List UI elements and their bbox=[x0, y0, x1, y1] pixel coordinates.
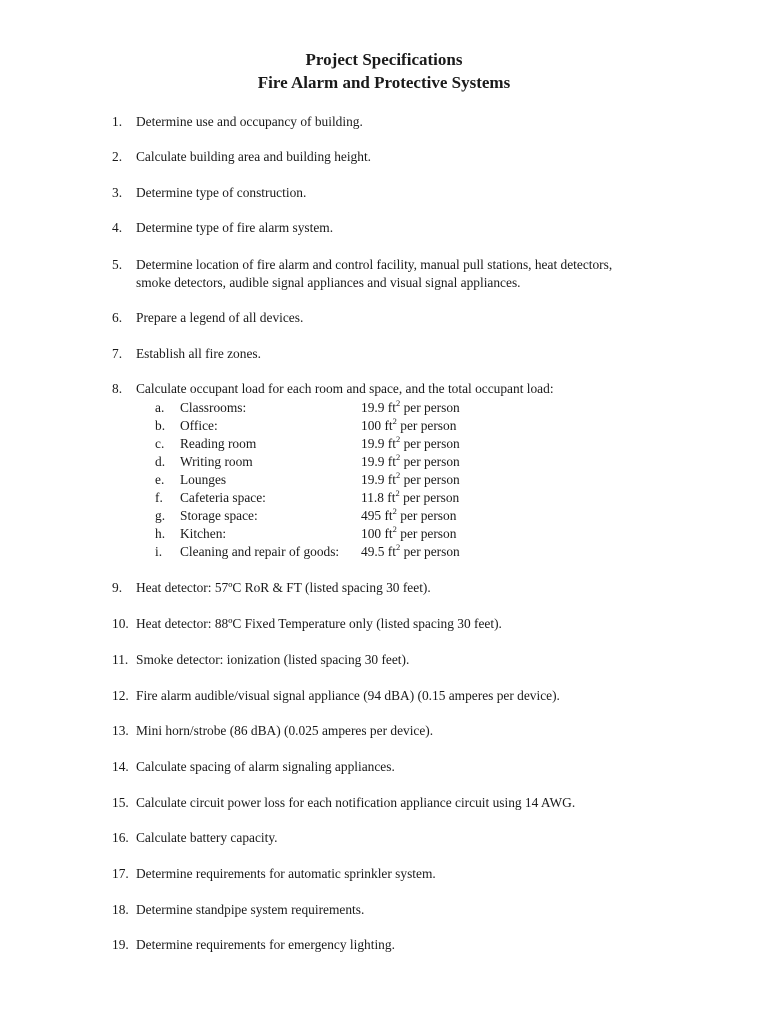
row-letter: c. bbox=[155, 436, 165, 451]
title-line-1: Project Specifications bbox=[305, 50, 463, 69]
item-text: Smoke detector: ionization (listed spacing 30 feet). bbox=[136, 652, 410, 667]
item-number: 1. bbox=[112, 114, 123, 129]
item-text: Calculate battery capacity. bbox=[136, 830, 278, 845]
occupant-load-row bbox=[155, 525, 555, 543]
item-text: Determine standpipe system requirements. bbox=[136, 902, 365, 917]
load-factor: 100 $ft^2$ per person bbox=[361, 415, 457, 433]
space-name: Reading room bbox=[180, 436, 257, 451]
item-text: Heat detector: 57ºC RoR & FT (listed spacing 30 feet). bbox=[136, 580, 431, 595]
load-factor: 19.9 $ft^2$ per person bbox=[361, 397, 460, 415]
occupant-load-row bbox=[155, 471, 555, 489]
row-letter: e. bbox=[155, 472, 165, 487]
item-number: 6. bbox=[112, 310, 123, 325]
load-factor: 19.9 $ft^2$ per person bbox=[361, 469, 460, 487]
item-text: Fire alarm audible/visual signal appliance (94 dBA) (0.15 amperes per device). bbox=[136, 688, 560, 703]
item-text: Calculate spacing of alarm signaling appliances. bbox=[136, 759, 395, 774]
item-number: 5. bbox=[112, 257, 123, 272]
item-number: 14. bbox=[112, 759, 129, 774]
item-number: 9. bbox=[112, 580, 123, 595]
row-letter: h. bbox=[155, 526, 166, 541]
space-name: Office: bbox=[180, 418, 218, 433]
occupant-load-row bbox=[155, 435, 555, 453]
item-number: 11. bbox=[112, 652, 129, 667]
item-text: Establish all fire zones. bbox=[136, 346, 261, 361]
item-number: 10. bbox=[112, 616, 129, 631]
item-number: 15. bbox=[112, 795, 129, 810]
space-name: Cafeteria space: bbox=[180, 490, 266, 505]
occupant-load-row bbox=[155, 453, 555, 471]
space-name: Kitchen: bbox=[180, 526, 227, 541]
space-name: Storage space: bbox=[180, 508, 258, 523]
item-text: Mini horn/strobe (86 dBA) (0.025 amperes per device). bbox=[136, 723, 434, 738]
item-text: Determine use and occupancy of building. bbox=[136, 114, 363, 129]
item-number: 2. bbox=[112, 149, 123, 164]
item-text: Determine location of fire alarm and control facility, manual pull stations, heat detectors, bbox=[136, 257, 613, 272]
row-letter: i. bbox=[155, 544, 163, 559]
item-text: Calculate occupant load for each room and space, and the total occupant load: bbox=[136, 381, 554, 396]
item-number: 16. bbox=[112, 830, 129, 845]
item-text: Determine requirements for automatic sprinkler system. bbox=[136, 866, 436, 881]
item-number: 7. bbox=[112, 346, 123, 361]
occupant-load-row bbox=[155, 543, 555, 561]
item-number: 13. bbox=[112, 723, 129, 738]
item-number: 19. bbox=[112, 937, 129, 952]
row-letter: a. bbox=[155, 400, 165, 415]
load-factor: 19.9 $ft^2$ per person bbox=[361, 433, 460, 451]
item-number: 8. bbox=[112, 381, 123, 396]
row-letter: b. bbox=[155, 418, 166, 433]
item-text: Determine requirements for emergency lighting. bbox=[136, 937, 395, 952]
load-factor: 495 $ft^2$ per person bbox=[361, 505, 457, 523]
item-text-continued: smoke detectors, audible signal appliances and visual signal appliances. bbox=[136, 275, 521, 290]
load-factor: 19.9 $ft^2$ per person bbox=[361, 451, 460, 469]
item-text: Heat detector: 88ºC Fixed Temperature only (listed spacing 30 feet). bbox=[136, 616, 502, 631]
occupant-load-row bbox=[155, 489, 555, 507]
space-name: Classrooms: bbox=[180, 400, 247, 415]
load-factor: 49.5 $ft^2$ per person bbox=[361, 541, 460, 559]
item-number: 12. bbox=[112, 688, 129, 703]
row-letter: f. bbox=[155, 490, 163, 505]
occupant-load-row bbox=[155, 417, 555, 435]
item-text: Determine type of construction. bbox=[136, 185, 307, 200]
space-name: Lounges bbox=[180, 472, 227, 487]
space-name: Writing room bbox=[180, 454, 253, 469]
item-number: 3. bbox=[112, 185, 123, 200]
item-text: Determine type of fire alarm system. bbox=[136, 220, 334, 235]
occupant-load-row bbox=[155, 399, 555, 417]
row-letter: g. bbox=[155, 508, 166, 523]
item-number: 4. bbox=[112, 220, 123, 235]
space-name: Cleaning and repair of goods: bbox=[180, 544, 340, 559]
load-factor: 100 $ft^2$ per person bbox=[361, 523, 457, 541]
item-text: Prepare a legend of all devices. bbox=[136, 310, 304, 325]
item-number: 17. bbox=[112, 866, 129, 881]
row-letter: d. bbox=[155, 454, 166, 469]
item-text: Calculate building area and building height. bbox=[136, 149, 372, 164]
item-text: Calculate circuit power loss for each notification appliance circuit using 14 AWG. bbox=[136, 795, 576, 810]
title-line-2: Fire Alarm and Protective Systems bbox=[257, 73, 511, 92]
occupant-load-row bbox=[155, 507, 555, 525]
load-factor: 11.8 $ft^2$ per person bbox=[361, 487, 460, 505]
item-number: 18. bbox=[112, 902, 129, 917]
